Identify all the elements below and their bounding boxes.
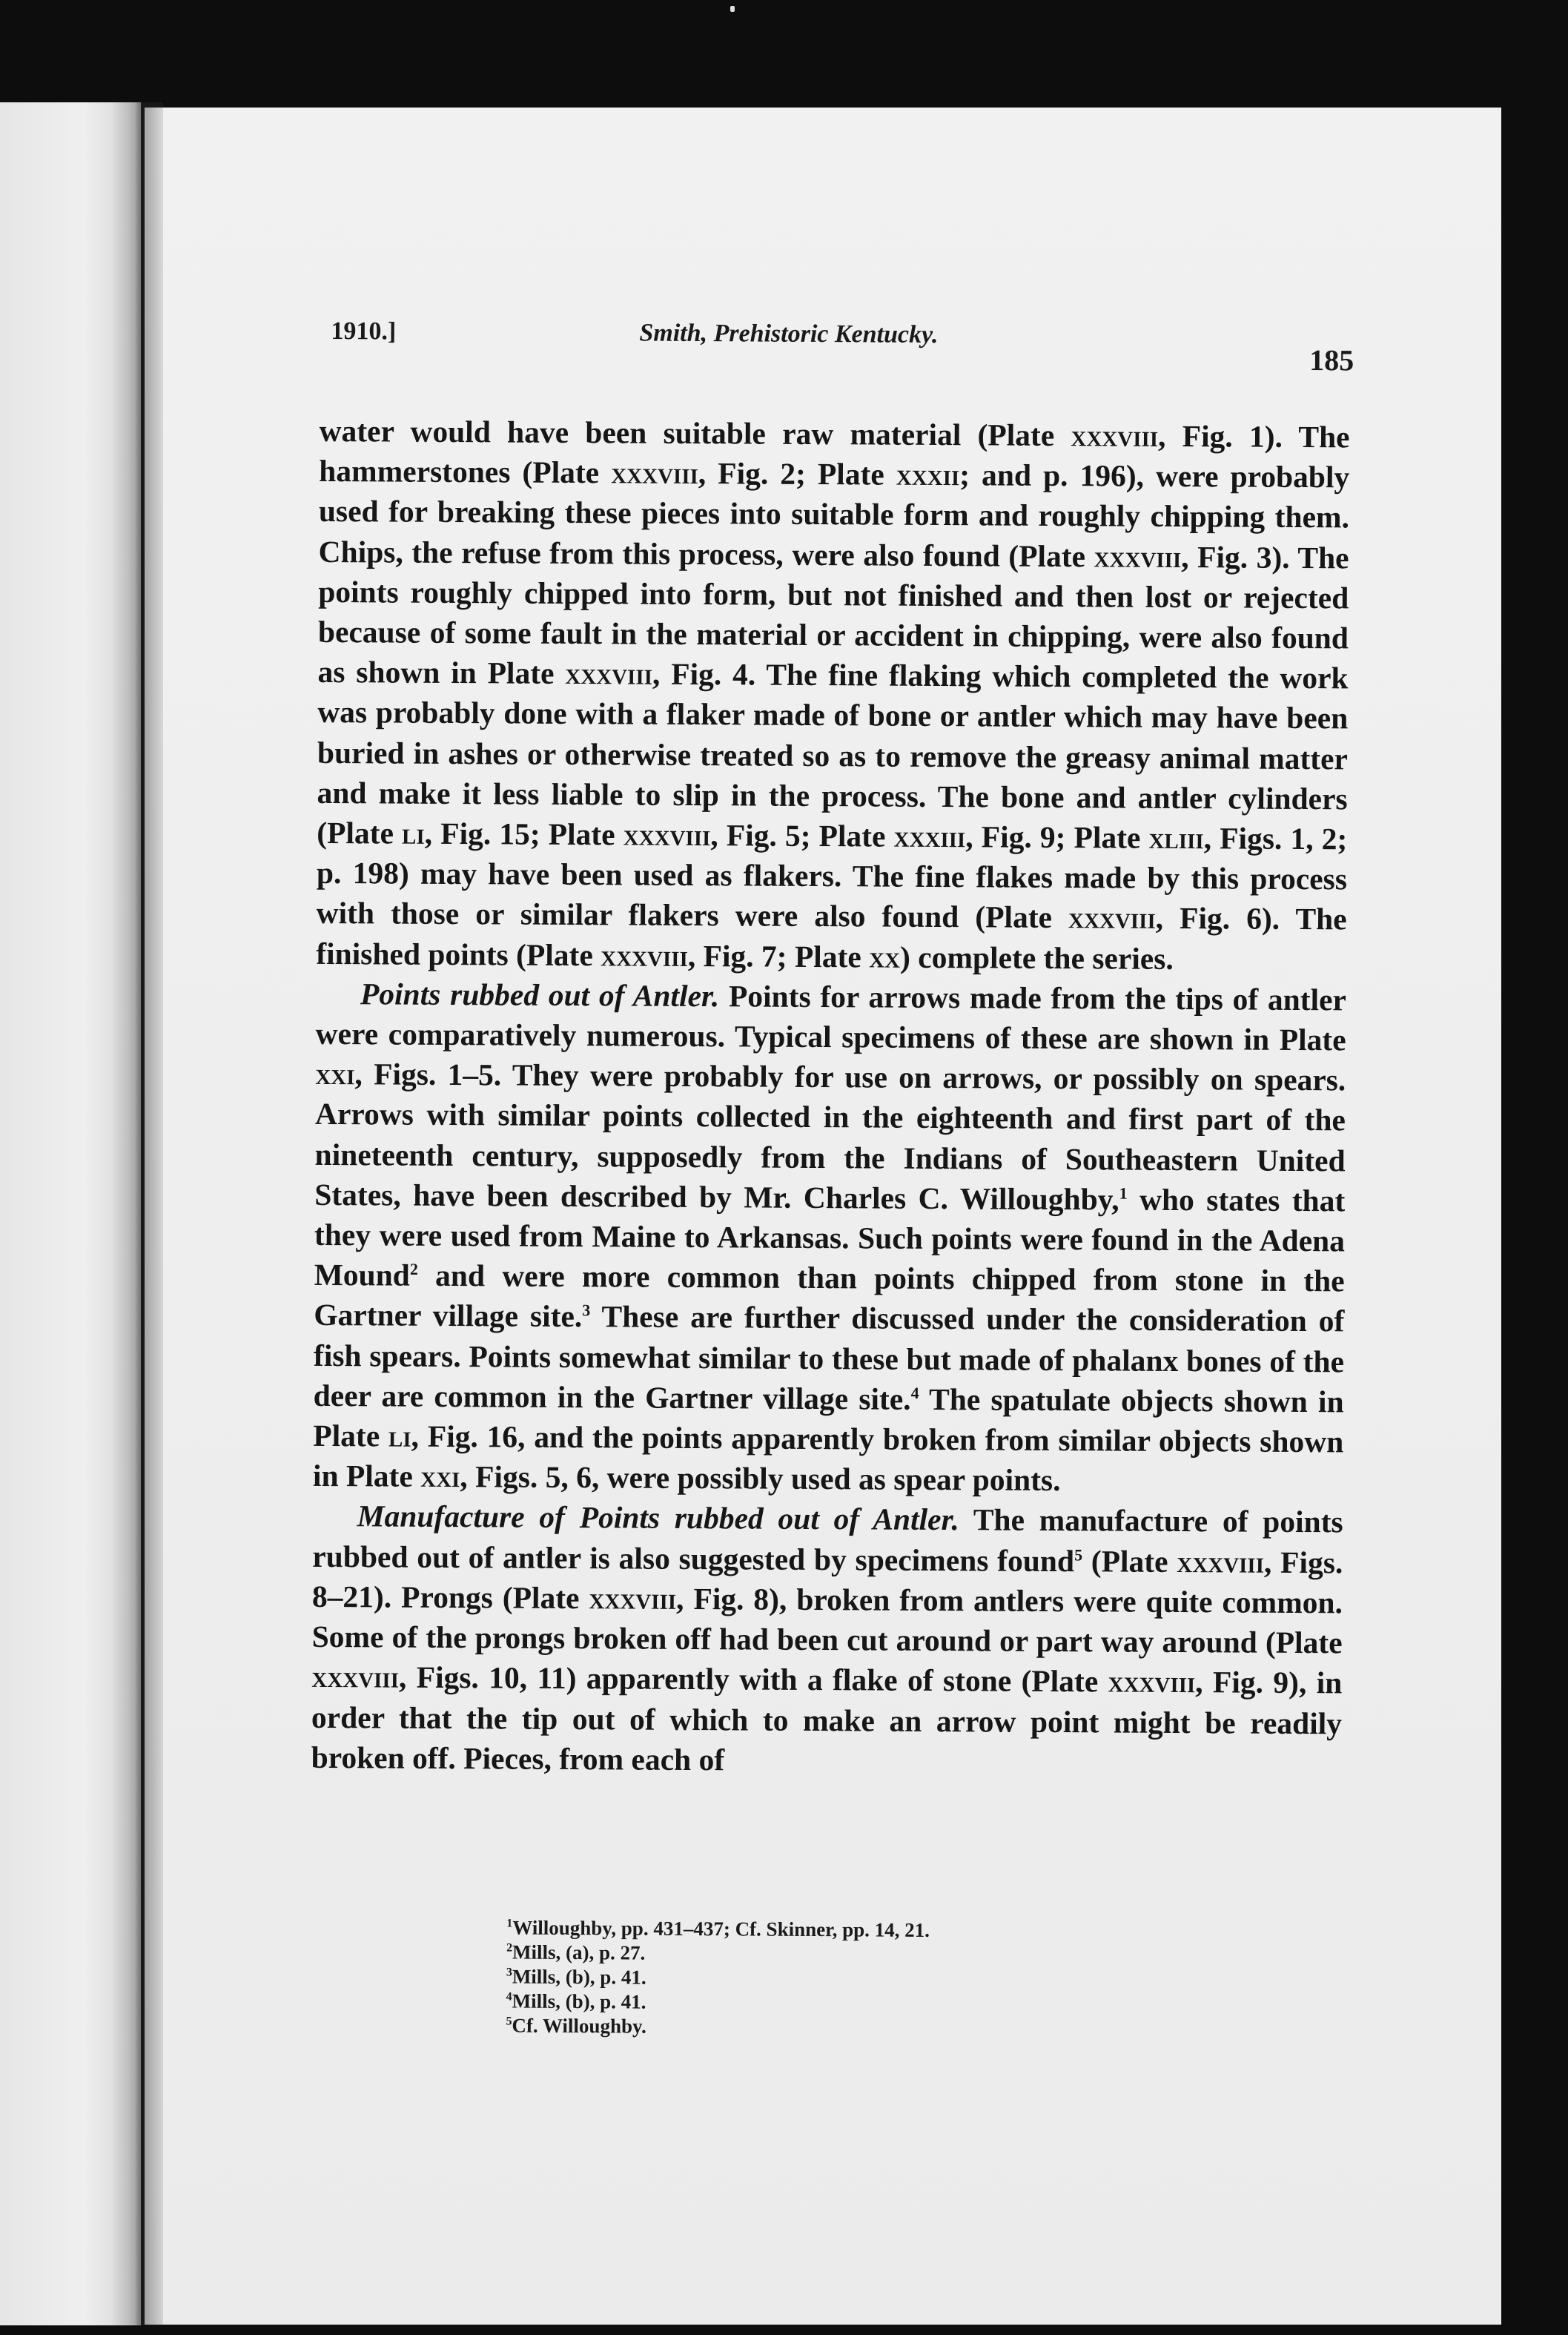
plate-numeral: xxxii [896,457,960,492]
page-number: 185 [1309,343,1354,377]
header-year: 1910.] [331,317,397,346]
paragraph [316,411,1350,980]
footnote-ref: 3 [582,1301,591,1320]
footnote-mark: 5 [506,2015,512,2028]
text-run: Points for arrows made from the tips of antler were comparatively numerous. Typical specimens of these are shown in Plate [315,979,1347,1057]
plate-numeral: xxxviii [589,1581,677,1616]
footnote-mark: 3 [506,1966,512,1979]
footnote-text: Mills, (a), p. 27. [512,1941,646,1964]
footnote-mark: 2 [506,1941,513,1955]
text-run: These are further discussed under the consideration of fish spears. Points somewhat similar to these but made of phalanx bones of the deer are common in the Gartner village site. [313,1299,1345,1416]
plate-numeral: li [388,1418,411,1453]
footnote-text: Mills, (b), p. 41. [512,1965,646,1989]
text-run: , Fig. 4. The fine flaking which completed the work was probably done with a flaker made of bone or antler which may have been buried in ashes or otherwise treated so as to remove the greasy animal matter and make it less liable to slip in the process. The bone and antler cylinders (Plate [317,656,1349,851]
plate-numeral: xxxviii [1094,538,1182,574]
text-run: The manufacture of points rubbed out of antler is also suggested by specimens found [312,1502,1343,1578]
paragraph [311,1496,1343,1783]
text-run: , Fig. 16, and the points apparently broken from similar objects shown in Plate [312,1418,1344,1494]
plate-numeral: xx [869,939,901,974]
plate-numeral: xxi [315,1057,355,1091]
footnote-mark: 4 [506,1990,512,2004]
paragraph [313,974,1346,1502]
text-run: , Figs. 8–21). Prongs (Plate [311,1545,1343,1616]
text-run: , Fig. 7; Plate [687,938,870,974]
text-run: , Fig. 8), broken from antlers were quite common. Some of the prongs broken off had been cut around or part way around (Plate [311,1581,1343,1660]
text-run: , Fig. 5; Plate [710,818,894,853]
text-run: water would have been suitable raw material (Plate [319,413,1071,453]
text-run: , Fig. 9), in order that the tip out of which to make an arrow point might be readily broken off. Pieces, from each of [311,1665,1343,1777]
footnote-mark: 1 [506,1917,513,1930]
running-title: Smith, Prehistoric Kentucky. [639,319,939,349]
text-run: , Figs. 10, 11) apparently with a flake of stone (Plate [398,1659,1108,1699]
plate-numeral: xxxviii [1071,418,1159,453]
footnote-text: Mills, (b), p. 41. [512,1989,646,2013]
plate-numeral: xxxiii [893,819,966,854]
plate-numeral: xxxviii [1108,1664,1196,1700]
footnote [506,1964,1174,1992]
footnote [506,1989,1174,2017]
text-run: who states that they were used from Maine to Arkansas. Such points were found in the Adena Mound [314,1182,1346,1292]
footnote [506,1915,1174,1943]
footnote-text: Willoughby, pp. 431–437; Cf. Skinner, pp. 14, 21. [512,1916,930,1941]
footnote-ref: 5 [1074,1545,1083,1565]
footnote-text: Cf. Willoughby. [512,2014,646,2038]
text-run: , Fig. 1). The hammerstones (Plate [319,418,1350,490]
footnote-ref: 4 [910,1383,919,1402]
plate-numeral: xxxviii [623,817,711,853]
text-run: , Figs. 5, 6, were possibly used as spear points. [460,1459,1061,1498]
footnote [506,1940,1174,1968]
footnote-ref: 2 [409,1260,418,1279]
section-heading: Points rubbed out of Antler. [360,977,720,1014]
footnote [506,2013,1173,2041]
text-run: (Plate [1082,1543,1177,1579]
text-run: ; and p. 196), were probably used for breaking these pieces into suitable form and roughly chipping them. Chips, the refuse from this process, were also found (Plate [318,458,1350,573]
footnote-ref: 1 [1119,1183,1128,1203]
plate-numeral: xxxviii [611,455,698,491]
plate-numeral: xxxviii [1068,900,1156,936]
plate-numeral: xxxviii [311,1659,400,1694]
text-run: , Fig. 9; Plate [965,819,1149,855]
text-run: , Figs. 1–5. They were probably for use on arrows, or possibly on spears. Arrows with similar points collected in the eighteenth and first part of the nineteenth century, supposedly from the Indians of Southeastern United States, have been described by Mr. Charles C. Willoughby, [314,1057,1346,1217]
text-run: , Fig. 2; Plate [698,456,896,492]
body-text [311,411,1350,1783]
footnotes [506,1915,1174,2041]
text-run: and were more common than points chipped from stone in the Gartner village site. [314,1258,1345,1334]
text-run: , Fig. 6). The finished points (Plate [316,901,1347,972]
plate-numeral: xxxviii [601,937,688,973]
plate-numeral: xxi [420,1459,460,1494]
section-heading: Manufacture of Points rubbed out of Antler. [357,1499,959,1537]
text-run: , Fig. 3). The points roughly chipped into form, but not finished and then lost or rejected because of some fault in the material or accident in chipping, were also found as shown in Plate [317,539,1349,691]
text-run: , Figs. 1, 2; p. 198) may have been used as flakers. The fine flakes made by this process with those or similar flakers were also found (Plate [316,821,1348,935]
plate-numeral: li [401,816,425,851]
text-run: , Fig. 15; Plate [424,816,623,852]
plate-numeral: xxxviii [565,656,653,691]
plate-numeral: xxxviii [1177,1544,1265,1579]
text-run: The spatulate objects shown in Plate [313,1381,1344,1453]
plate-numeral: xliii [1148,820,1204,856]
text-run: ) complete the series. [899,939,1174,976]
